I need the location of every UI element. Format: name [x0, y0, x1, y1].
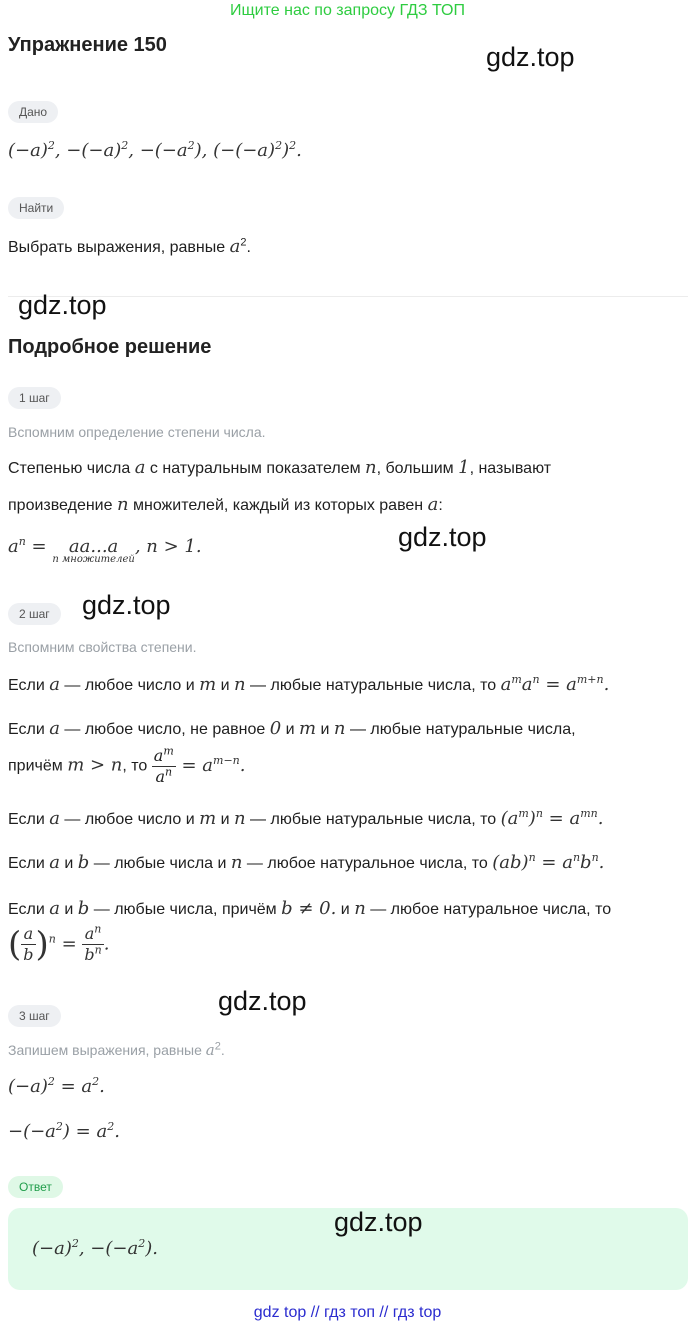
step2-property-5-line1: Если a и b — любые числа, причём b ≠ 0. и n — любое натуральное числа, то — [8, 898, 612, 919]
find-text: Выбрать выражения, равные $a^2$. — [8, 236, 251, 257]
step2-chip: 2 шаг — [8, 603, 61, 625]
step3-result-1: $(-a)^2 = a^2$. — [8, 1075, 105, 1097]
step3-hint: Запишем выражения, равные $a^2$. — [8, 1040, 225, 1059]
watermark: gdz.top — [82, 590, 171, 620]
solution-title: Подробное решение — [8, 336, 212, 358]
section-divider — [8, 296, 688, 297]
step1-formula: $a^n = aa...a$ n множителей , n > 1. — [8, 535, 202, 565]
watermark: gdz.top — [398, 522, 487, 552]
search-banner[interactable]: Ищите нас по запросу ГДЗ ТОП — [230, 2, 465, 19]
step1-chip: 1 шаг — [8, 387, 61, 409]
step1-definition-line1: Степенью числа a с натуральным показателем n, большим 1, называют — [8, 457, 552, 478]
step2-property-2-line1: Если a — любое число, не равное 0 и m и n — любые натуральные числа, — [8, 718, 576, 739]
watermark: gdz.top — [486, 42, 575, 72]
given-chip: Дано — [8, 101, 58, 123]
footer-links[interactable]: gdz top // гдз топ // гдз top — [253, 1304, 442, 1321]
step2-hint: Вспомним свойства степени. — [8, 639, 197, 655]
step2-property-1: Если a — любое число и m и n — любые натуральные числа, то $a^ma^n = a^{m+n}$. — [8, 673, 610, 695]
find-chip: Найти — [8, 197, 64, 219]
step3-result-2: $-(-a^2) = a^2$. — [8, 1120, 120, 1142]
watermark: gdz.top — [218, 986, 307, 1016]
answer-chip: Ответ — [8, 1176, 63, 1198]
step3-chip: 3 шаг — [8, 1005, 61, 1027]
step2-property-2-line2: причём m > n, то $\frac{a^m}{a^n}$ = $a^{m-n}$. — [8, 744, 246, 786]
page-title: Упражнение 150 — [8, 34, 167, 56]
step2-property-5-formula: ( $\frac{a}{b}$ )$^n$ = $\frac{a^n}{b^n}$ . — [8, 922, 110, 965]
step1-hint: Вспомним определение степени числа. — [8, 424, 266, 440]
given-expression: $(-a)^2$, $-(-a)^2$, $-(-a^2)$, $(-(-a)^2)^2$. — [8, 139, 302, 161]
step2-property-3: Если a — любое число и m и n — любые натуральные числа, то $(a^m)^n = a^{mn}$. — [8, 807, 604, 829]
answer-expression: $(-a)^2$, $-(-a^2)$. — [32, 1237, 158, 1259]
step2-property-4: Если a и b — любые числа и n — любое натуральное числа, то $(ab)^n = a^nb^n$. — [8, 851, 605, 873]
watermark: gdz.top — [18, 290, 107, 320]
watermark: gdz.top — [334, 1207, 423, 1237]
step1-definition-line2: произведение n множителей, каждый из которых равен a: — [8, 494, 443, 515]
